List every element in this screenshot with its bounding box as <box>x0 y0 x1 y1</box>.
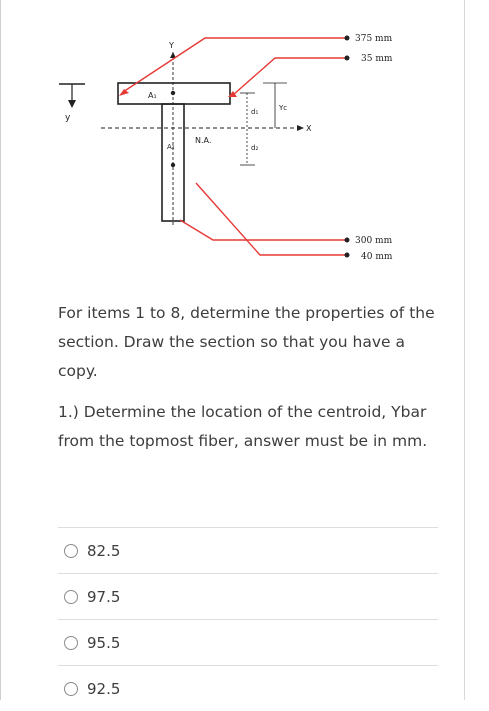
radio-button-icon[interactable] <box>64 544 78 558</box>
callout-dot-2 <box>345 56 350 61</box>
t-section-figure <box>55 20 415 270</box>
question-intro: For items 1 to 8, determine the properties of the section. Draw the section so that you have a copy. <box>58 304 435 380</box>
x-axis-label: X <box>306 124 312 133</box>
option-label: 95.5 <box>87 633 121 652</box>
option-1[interactable] <box>58 527 438 573</box>
callout-lines <box>123 38 347 255</box>
flange-thickness-label: 35 mm <box>361 54 393 64</box>
d1-label: d₁ <box>251 108 259 116</box>
callout-dot-4 <box>345 253 350 258</box>
option-label: 82.5 <box>87 541 121 560</box>
question-item-1: 1.) Determine the location of the centroid, Ybar from the topmost fiber, answer must be in mm. <box>58 403 428 450</box>
centroid-a1-dot <box>171 91 175 95</box>
answer-options <box>58 527 438 711</box>
y-reference-arrow <box>59 84 85 108</box>
callout-dot-1 <box>345 36 350 41</box>
d2-label: d₂ <box>251 144 259 152</box>
frame-right-border <box>464 0 465 700</box>
option-label: 92.5 <box>87 679 121 698</box>
radio-button-icon[interactable] <box>64 590 78 604</box>
option-label: 97.5 <box>87 587 121 606</box>
option-3[interactable] <box>58 619 438 665</box>
flange-width-label: 375 mm <box>355 34 393 44</box>
y-top-label: Y <box>169 41 174 50</box>
option-4[interactable] <box>58 665 438 711</box>
option-2[interactable] <box>58 573 438 619</box>
radio-button-icon[interactable] <box>64 636 78 650</box>
a1-label: A₁ <box>148 91 157 100</box>
y-left-label: y <box>65 113 71 123</box>
callout-dot-3 <box>345 238 350 243</box>
na-label: N.A. <box>195 136 212 145</box>
web-thickness-label: 40 mm <box>361 252 393 262</box>
radio-button-icon[interactable] <box>64 682 78 696</box>
frame-left-border <box>0 0 1 700</box>
web-height-label: 300 mm <box>355 236 393 246</box>
a2-label: A₂ <box>167 143 175 151</box>
yc-label: Yᴄ <box>279 104 288 112</box>
centroid-a2-dot <box>171 163 175 167</box>
